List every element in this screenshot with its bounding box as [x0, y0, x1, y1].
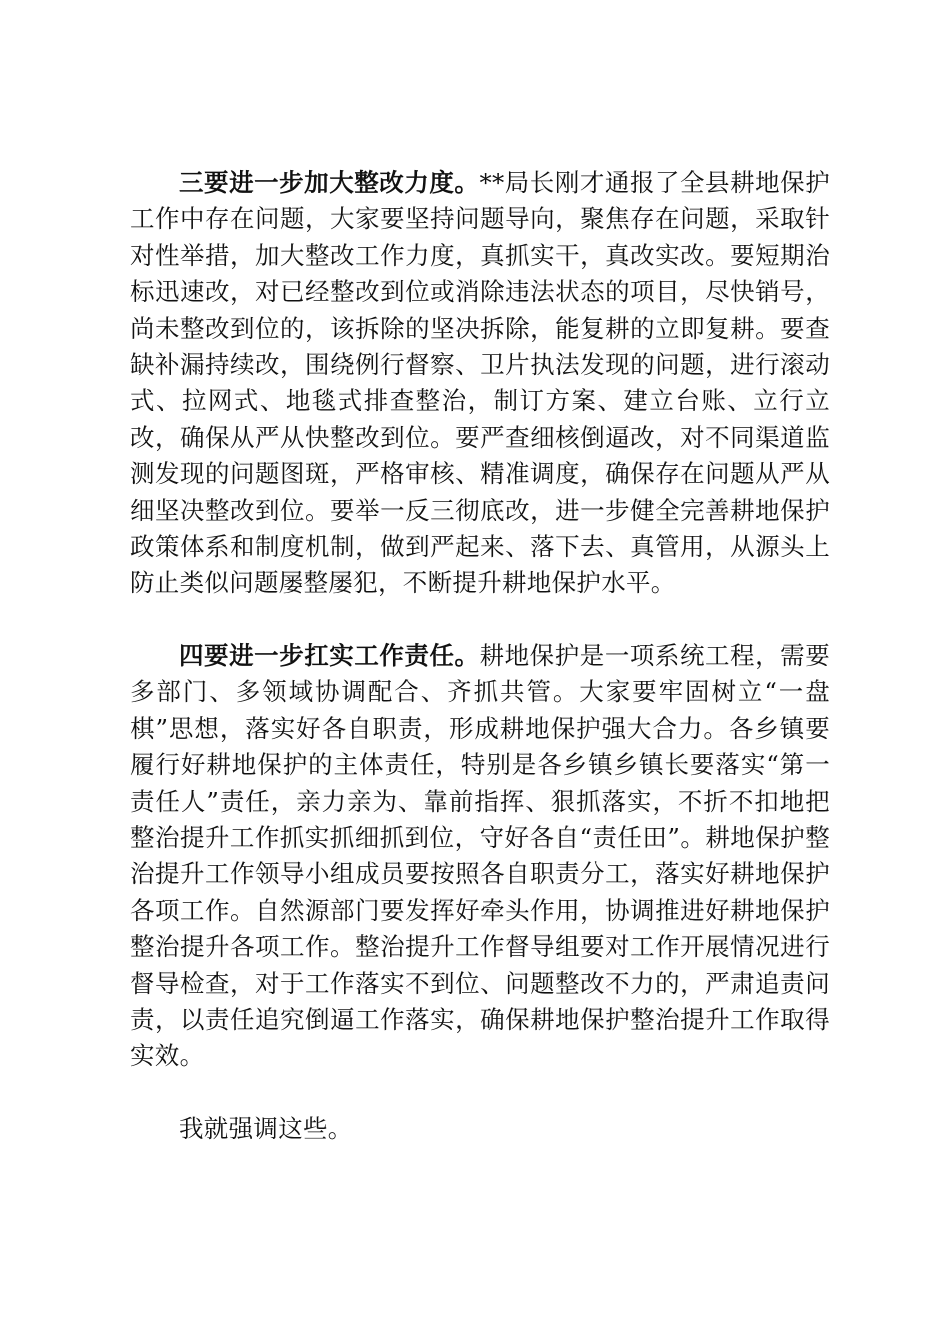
- closing-paragraph: [130, 1111, 830, 1147]
- paragraph-heading: 三要进一步加大整改力度。: [179, 168, 480, 197]
- paragraph-4: [130, 638, 830, 1075]
- paragraph-text: 耕地保护是一项系统工程，需要多部门、多领域协调配合、齐抓共管。大家要牢固树立“一盘棋”思想，落实好各自职责，形成耕地保护强大合力。各乡镇要履行好耕地保护的主体责任，特别是各乡镇乡镇长要落实“第一责任人”责任，亲力亲为、靠前指挥、狠抓落实，不折不扣地把整治提升工作抓实抓细抓到位，守好各自“责任田”。耕地保护整治提升工作领导小组成员要按照各自职责分工，落实好耕地保护各项工作。自然源部门要发挥好牵头作用，协调推进好耕地保护整治提升各项工作。整治提升工作督导组要对工作开展情况进行督导检查，对于工作落实不到位、问题整改不力的，严肃追责问责，以责任追究倒逼工作落实，确保耕地保护整治提升工作取得实效。: [130, 640, 831, 1071]
- closing-text: 我就强调这些。: [179, 1113, 353, 1143]
- paragraph-text: **局长刚才通报了全县耕地保护工作中存在问题，大家要坚持问题导向，聚焦存在问题，采取针对性举措，加大整改工作力度，真抓实干，真改实改。要短期治标迅速改，对已经整改到位或消除违法状态的项目，尽快销号，尚未整改到位的，该拆除的坚决拆除，能复耕的立即复耕。要查缺补漏持续改，围绕例行督察、卫片执法发现的问题，进行滚动式、拉网式、地毯式排查整治，制订方案、建立台账、立行立改，确保从严从快整改到位。要严查细核倒逼改，对不同渠道监测发现的问题图斑，严格审核、精准调度，确保存在问题从严从细坚决整改到位。要举一反三彻底改，进一步健全完善耕地保护政策体系和制度机制，做到严起来、落下去、真管用，从源头上防止类似问题屡整屡犯，不断提升耕地保护水平。: [130, 168, 830, 598]
- document-body: [130, 165, 830, 1183]
- paragraph-3: [130, 165, 830, 602]
- paragraph-heading: 四要进一步扛实工作责任。: [179, 640, 480, 670]
